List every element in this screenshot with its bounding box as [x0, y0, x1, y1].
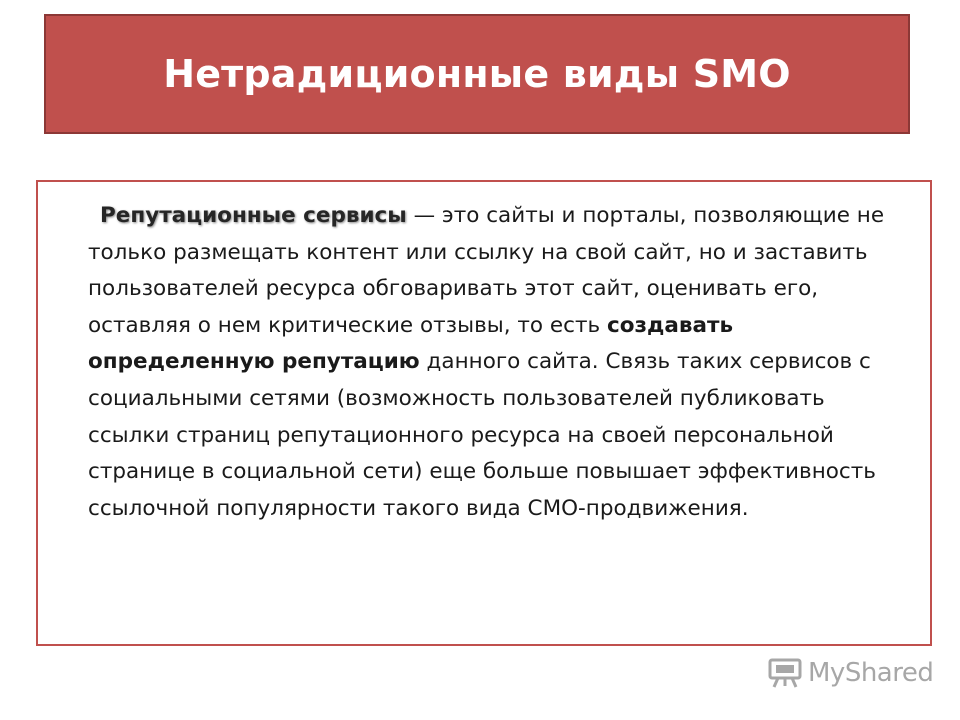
body-emphasis: создавать определенную репутацию	[88, 312, 734, 375]
slide-title: Нетрадиционные виды SMO	[163, 52, 791, 96]
title-banner	[44, 14, 910, 134]
body-paragraph	[88, 198, 908, 527]
presentation-board-icon	[768, 657, 802, 689]
body-text-part2: данного сайта. Связь таких сервисов с социальными сетями (возможность пользователей публиковать ссылки страниц репутационного ресурса на своей персональной странице в социальной сети) еще больше повышает эффективность ссылочной популярности такого вида СМО-продвижения.	[88, 349, 876, 521]
content-box	[36, 180, 932, 646]
body-text-part1: — это сайты и порталы, позволяющие не только размещать контент или ссылку на свой сайт, но и заставить пользователей ресурса обговаривать этот сайт, оценивать его, оставляя о нем критические отзывы, то есть	[88, 203, 885, 338]
watermark	[768, 656, 933, 690]
watermark-text: MyShared	[808, 658, 934, 688]
term-reputation-services: Репутационные сервисы	[100, 203, 407, 228]
